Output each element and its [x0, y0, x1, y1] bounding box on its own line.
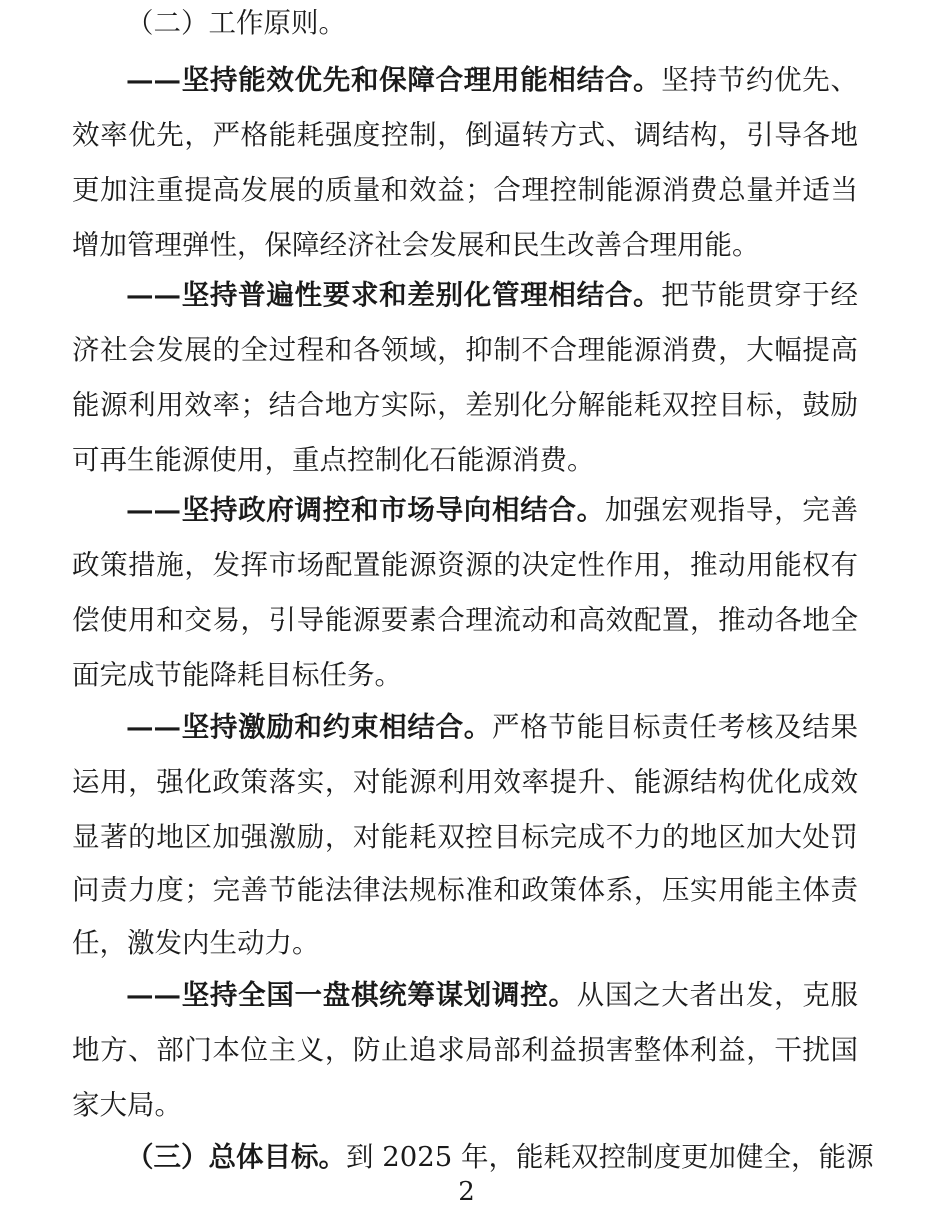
principle-5-line-2: 地方、部门本位主义，防止追求局部利益损害整体利益，干扰国	[72, 1034, 858, 1066]
principle-3-line-3: 偿使用和交易，引导能源要素合理流动和高效配置，推动各地全	[72, 604, 858, 636]
section-heading-work-principles	[126, 3, 858, 43]
page-number: 2	[458, 1177, 475, 1207]
principle-4-line-3: 显著的地区加强激励，对能耗双控目标完成不力的地区加大处罚	[72, 821, 858, 853]
section-heading-overall-goal-line	[126, 1137, 874, 1177]
principle-3-first-line	[126, 490, 858, 530]
overall-goal-text: 到 2025 年，能耗双控制度更加健全，能源	[346, 1141, 874, 1173]
principle-1-text: 坚持节约优先、	[661, 64, 858, 96]
section-heading-overall-goal: （三）总体目标。	[126, 1141, 346, 1173]
principle-3-line-2: 政策措施，发挥市场配置能源资源的决定性作用，推动用能权有	[72, 549, 858, 581]
principle-2-line-3: 能源利用效率；结合地方实际，差别化分解能耗双控目标，鼓励	[72, 389, 858, 421]
principle-3-title: ——坚持政府调控和市场导向相结合。	[126, 494, 605, 526]
principle-4-title: ——坚持激励和约束相结合。	[126, 711, 492, 743]
principle-1-line-3: 更加注重提高发展的质量和效益；合理控制能源消费总量并适当	[72, 174, 858, 206]
principle-5-text: 从国之大者出发，克服	[576, 979, 858, 1011]
principle-3-text: 加强宏观指导，完善	[604, 494, 859, 526]
principle-4-line-5: 任，激发内生动力。	[72, 927, 320, 959]
principle-1-line-4: 增加管理弹性，保障经济社会发展和民生改善合理用能。	[72, 229, 760, 261]
principle-4-first-line	[126, 707, 858, 747]
section-heading-text: （二）工作原则。	[126, 7, 346, 39]
principle-5-title: ——坚持全国一盘棋统筹谋划调控。	[126, 979, 577, 1011]
principle-2-title: ——坚持普遍性要求和差别化管理相结合。	[126, 279, 662, 311]
principle-2-first-line	[126, 275, 858, 315]
principle-1-first-line	[126, 60, 858, 100]
principle-4-line-2: 运用，强化政策落实，对能源利用效率提升、能源结构优化成效	[72, 766, 858, 798]
principle-1-line-2: 效率优先，严格能耗强度控制，倒逼转方式、调结构，引导各地	[72, 119, 858, 151]
principle-5-first-line	[126, 975, 858, 1015]
principle-2-line-2: 济社会发展的全过程和各领域，抑制不合理能源消费，大幅提高	[72, 334, 858, 366]
principle-2-line-4: 可再生能源使用，重点控制化石能源消费。	[72, 444, 595, 476]
principle-3-line-4: 面完成节能降耗目标任务。	[72, 659, 402, 691]
principle-1-title: ——坚持能效优先和保障合理用能相结合。	[126, 64, 662, 96]
principle-4-line-4: 问责力度；完善节能法律法规标准和政策体系，压实用能主体责	[72, 874, 858, 906]
principle-5-line-3: 家大局。	[72, 1089, 182, 1121]
principle-4-text: 严格节能目标责任考核及结果	[492, 711, 858, 743]
principle-2-text: 把节能贯穿于经	[661, 279, 858, 311]
